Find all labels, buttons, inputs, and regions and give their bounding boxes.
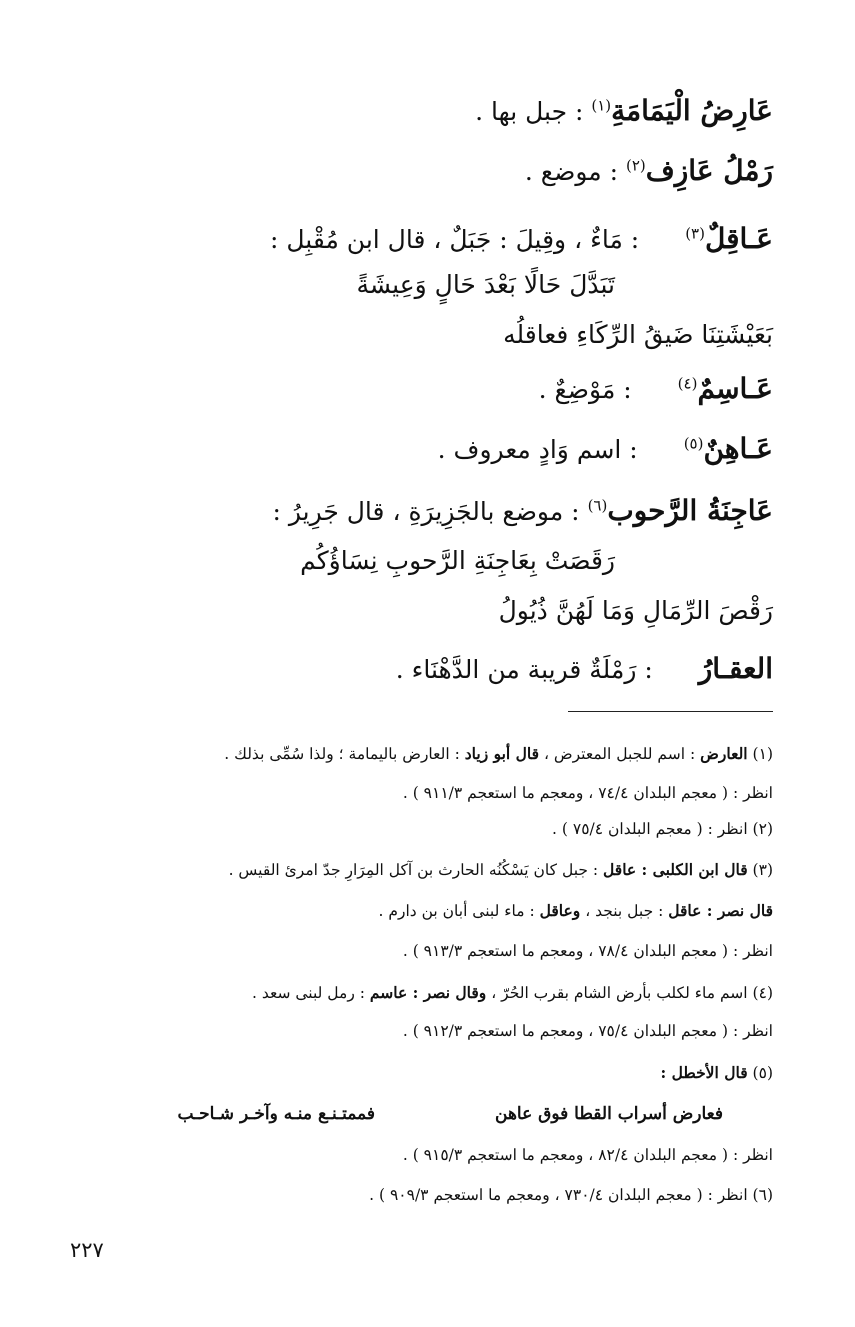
entry-headword: رَمْلُ عَازِف <box>645 154 773 187</box>
footnote-ref: (٢) <box>625 156 646 175</box>
entry-raml-azif <box>525 154 773 187</box>
entry-asim <box>539 372 773 405</box>
entry-headword: عَـاهِنٌ <box>703 432 773 465</box>
footnote-number: (٤) <box>752 984 773 1002</box>
footnote-bold: وقال نصر : عاسم <box>369 983 487 1002</box>
entry-text: : رَمْلَةٌ قريبة من الدَّهْنَاء . <box>395 655 653 684</box>
verse1-line2: بَعَيْشَتِنَا ضَيقُ الرِّكَاءِ فعاقلُه <box>503 320 773 349</box>
entry-text: : اسم وَادٍ معروف . <box>437 435 638 464</box>
entry-ahin <box>438 432 773 465</box>
footnote-divider <box>568 711 773 712</box>
footnote-3 <box>229 862 773 879</box>
footnote-ref: (٣) <box>685 224 705 243</box>
footnote-bold: قال ابن الكلبى : عاقل <box>603 860 748 879</box>
footnote-bold: قال الأخطل : <box>660 1063 748 1082</box>
verse2-line2: رَقْصَ الرِّمَالِ وَمَا لَهُنَّ ذُيُولُ <box>498 596 773 625</box>
entry-headword: عَارِضُ الْيَمَامَةِ <box>611 94 773 127</box>
footnote-ref: (٥) <box>683 434 704 453</box>
verse2-line1: رَقَصَتْ بِعَاجِنَةِ الرَّحوبِ نِسَاؤُكُم <box>300 546 615 575</box>
footnote-4-ref: انظر : ( معجم البلدان ٧٥/٤ ، ومعجم ما استعجم ٩١٢/٣ ) . <box>402 1022 773 1040</box>
footnote-1 <box>224 746 773 763</box>
footnote-2: (٢) انظر : ( معجم البلدان ٧٥/٤ ) . <box>552 820 773 838</box>
footnote-5-ref: انظر : ( معجم البلدان ٨٢/٤ ، ومعجم ما استعجم ٩١٥/٣ ) . <box>402 1146 773 1164</box>
footnote-bold: قال نصر : عاقل <box>668 901 773 920</box>
entry-headword: العقـارُ <box>698 652 773 685</box>
footnote-text: : اسم للجبل المعترض ، <box>543 745 696 763</box>
entry-text: : مَاءٌ ، وقِيلَ : جَبَلٌ ، قال ابن مُقْبِل : <box>269 225 640 254</box>
footnote-ref: (٦) <box>587 496 608 515</box>
entry-text: : موضع . <box>524 157 618 186</box>
footnote-text: : جبل كان يَسْكُنُه الحارث بن آكل المِرَارِ جدّ امرئ القيس . <box>228 861 599 879</box>
entry-text: : موضع بالجَزِيرَةِ ، قال جَرِيرُ : <box>272 497 580 526</box>
entry-text: : جبل بها . <box>475 97 584 126</box>
footnote-text: اسم ماء لكلب بأرض الشام بقرب الحُرّ ، <box>491 984 748 1002</box>
footnote-bold: العارض <box>700 744 748 763</box>
footnote-5-verse-left: فممتـنـع منـه وآخـر شـاحـب <box>177 1104 375 1124</box>
entry-ajina <box>272 494 773 527</box>
footnote-text: : رمل لبنى سعد . <box>252 984 365 1002</box>
entry-headword: عَـاسِمٌ <box>697 372 773 405</box>
footnote-text: : العارض باليمامة ؛ ولذا سُمِّى بذلك . <box>224 745 460 763</box>
footnote-number: (٣) <box>752 861 773 879</box>
footnote-5 <box>661 1065 773 1082</box>
entry-headword: عَاجِنَةُ الرَّحوب <box>607 494 773 527</box>
entry-text: : مَوْضِعٌ . <box>538 375 632 404</box>
footnote-4 <box>252 985 773 1002</box>
footnote-ref: (١) <box>591 96 612 115</box>
entry-aqil <box>270 222 773 255</box>
page-number: ٢٢٧ <box>70 1238 104 1262</box>
footnote-3-ref: انظر : ( معجم البلدان ٧٨/٤ ، ومعجم ما استعجم ٩١٣/٣ ) . <box>402 942 773 960</box>
footnote-number: (٥) <box>752 1064 773 1082</box>
footnote-number: (١) <box>752 745 773 763</box>
footnote-3-cont <box>379 903 773 920</box>
footnote-bold: وعاقل <box>539 901 581 920</box>
entry-headword: عَـاقِلٌ <box>704 222 773 255</box>
footnote-5-verse-right: فعارض أسراب القطا فوق عاهن <box>495 1104 723 1124</box>
footnote-bold: قال أبو زياد <box>464 744 539 763</box>
footnote-6: (٦) انظر : ( معجم البلدان ٧٣٠/٤ ، ومعجم ما استعجم ٩٠٩/٣ ) . <box>369 1186 773 1204</box>
entry-arid-yamama <box>475 94 773 127</box>
footnote-1-ref: انظر : ( معجم البلدان ٧٤/٤ ، ومعجم ما استعجم ٩١١/٣ ) . <box>402 784 773 802</box>
footnote-text: : ماء لبنى أبان بن دارم . <box>378 902 535 920</box>
footnote-ref: (٤) <box>677 374 698 393</box>
entry-aqar <box>396 652 773 685</box>
footnote-text: : جبل بنجد ، <box>585 902 664 920</box>
verse1-line1: تَبَدَّلَ حَالًا بَعْدَ حَالٍ وَعِيشَةً <box>356 270 615 299</box>
